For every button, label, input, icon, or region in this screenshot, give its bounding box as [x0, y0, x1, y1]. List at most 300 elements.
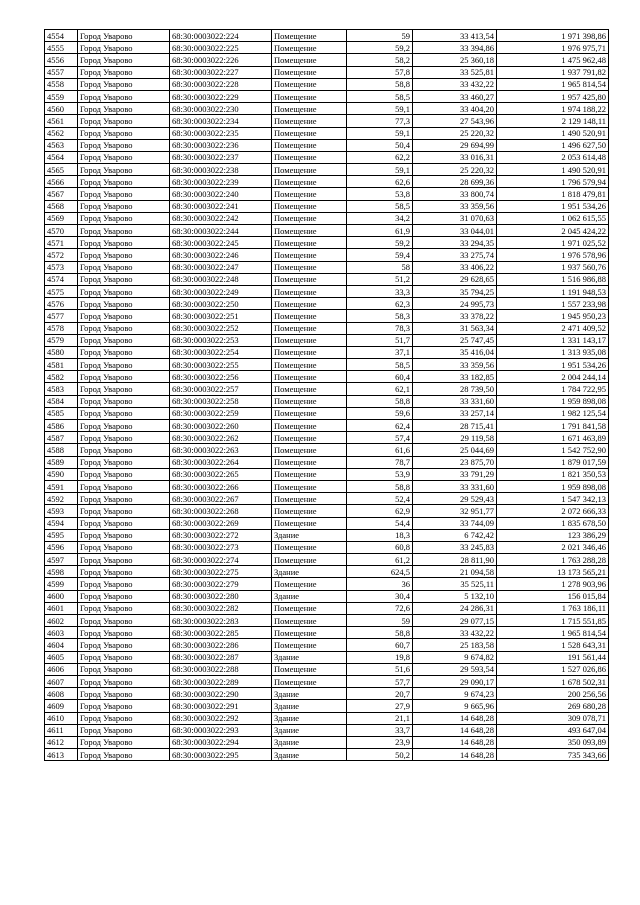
row-number-cell: 4561 [45, 115, 78, 127]
object-type-cell: Помещение [272, 505, 347, 517]
table-row [45, 78, 609, 90]
object-type-cell: Помещение [272, 139, 347, 151]
locality-cell: Город Уварово [78, 432, 170, 444]
row-number-cell: 4555 [45, 42, 78, 54]
cadastral-value-cell: 735 343,66 [497, 749, 609, 761]
row-number-cell: 4584 [45, 395, 78, 407]
unit-value-cell: 33 294,35 [413, 237, 497, 249]
unit-value-cell: 21 094,58 [413, 566, 497, 578]
unit-value-cell: 33 331,60 [413, 480, 497, 492]
unit-value-cell: 25 220,32 [413, 127, 497, 139]
table-row [45, 285, 609, 297]
object-type-cell: Здание [272, 529, 347, 541]
cadastral-value-cell: 350 093,89 [497, 736, 609, 748]
object-type-cell: Помещение [272, 493, 347, 505]
locality-cell: Город Уварово [78, 505, 170, 517]
table-row [45, 700, 609, 712]
area-cell: 77,3 [347, 115, 413, 127]
row-number-cell: 4560 [45, 103, 78, 115]
cadastral-value-cell: 2 021 346,46 [497, 541, 609, 553]
row-number-cell: 4582 [45, 371, 78, 383]
cadastral-number-cell: 68:30:0003022:253 [170, 334, 272, 346]
row-number-cell: 4558 [45, 78, 78, 90]
cadastral-number-cell: 68:30:0003022:264 [170, 456, 272, 468]
object-type-cell: Помещение [272, 66, 347, 78]
cadastral-value-cell: 1 475 962,48 [497, 54, 609, 66]
unit-value-cell: 28 699,36 [413, 176, 497, 188]
locality-cell: Город Уварово [78, 164, 170, 176]
object-type-cell: Помещение [272, 54, 347, 66]
cadastral-value-cell: 1 965 814,54 [497, 78, 609, 90]
area-cell: 33,3 [347, 285, 413, 297]
locality-cell: Город Уварово [78, 359, 170, 371]
object-type-cell: Здание [272, 566, 347, 578]
locality-cell: Город Уварово [78, 78, 170, 90]
table-row [45, 115, 609, 127]
object-type-cell: Помещение [272, 371, 347, 383]
unit-value-cell: 33 404,20 [413, 103, 497, 115]
row-number-cell: 4596 [45, 541, 78, 553]
cadastral-number-cell: 68:30:0003022:239 [170, 176, 272, 188]
cadastral-number-cell: 68:30:0003022:235 [170, 127, 272, 139]
area-cell: 72,6 [347, 602, 413, 614]
row-number-cell: 4611 [45, 724, 78, 736]
cadastral-number-cell: 68:30:0003022:283 [170, 615, 272, 627]
unit-value-cell: 29 529,43 [413, 493, 497, 505]
cadastral-value-cell: 1 791 841,58 [497, 420, 609, 432]
area-cell: 78,7 [347, 456, 413, 468]
area-cell: 58,5 [347, 90, 413, 102]
table-row [45, 615, 609, 627]
table-row [45, 273, 609, 285]
area-cell: 59,6 [347, 407, 413, 419]
area-cell: 61,9 [347, 225, 413, 237]
cadastral-value-cell: 1 331 143,17 [497, 334, 609, 346]
unit-value-cell: 33 016,31 [413, 151, 497, 163]
table-row [45, 261, 609, 273]
cadastral-value-cell: 1 796 579,94 [497, 176, 609, 188]
table-row [45, 176, 609, 188]
row-number-cell: 4577 [45, 310, 78, 322]
cadastral-number-cell: 68:30:0003022:254 [170, 346, 272, 358]
area-cell: 18,3 [347, 529, 413, 541]
row-number-cell: 4607 [45, 675, 78, 687]
table-row [45, 127, 609, 139]
table-row [45, 736, 609, 748]
object-type-cell: Помещение [272, 188, 347, 200]
cadastral-value-cell: 1 959 898,08 [497, 480, 609, 492]
unit-value-cell: 33 275,74 [413, 249, 497, 261]
cadastral-number-cell: 68:30:0003022:289 [170, 675, 272, 687]
cadastral-number-cell: 68:30:0003022:294 [170, 736, 272, 748]
object-type-cell: Помещение [272, 675, 347, 687]
locality-cell: Город Уварово [78, 103, 170, 115]
object-type-cell: Здание [272, 651, 347, 663]
table-row [45, 200, 609, 212]
area-cell: 59,2 [347, 42, 413, 54]
object-type-cell: Помещение [272, 200, 347, 212]
cadastral-value-cell: 1 542 752,90 [497, 444, 609, 456]
table-row [45, 724, 609, 736]
locality-cell: Город Уварово [78, 90, 170, 102]
cadastral-number-cell: 68:30:0003022:255 [170, 359, 272, 371]
row-number-cell: 4597 [45, 554, 78, 566]
area-cell: 624,5 [347, 566, 413, 578]
unit-value-cell: 23 875,70 [413, 456, 497, 468]
table-row [45, 151, 609, 163]
cadastral-number-cell: 68:30:0003022:251 [170, 310, 272, 322]
area-cell: 58,8 [347, 78, 413, 90]
table-row [45, 212, 609, 224]
table-row [45, 493, 609, 505]
cadastral-value-cell: 1 191 948,53 [497, 285, 609, 297]
row-number-cell: 4578 [45, 322, 78, 334]
unit-value-cell: 25 360,18 [413, 54, 497, 66]
unit-value-cell: 28 715,41 [413, 420, 497, 432]
table-row [45, 578, 609, 590]
object-type-cell: Здание [272, 736, 347, 748]
area-cell: 62,4 [347, 420, 413, 432]
cadastral-value-cell: 1 982 125,54 [497, 407, 609, 419]
unit-value-cell: 33 245,83 [413, 541, 497, 553]
table-row [45, 383, 609, 395]
locality-cell: Город Уварово [78, 127, 170, 139]
cadastral-value-cell: 1 879 017,59 [497, 456, 609, 468]
locality-cell: Город Уварово [78, 346, 170, 358]
unit-value-cell: 33 432,22 [413, 627, 497, 639]
cadastral-number-cell: 68:30:0003022:293 [170, 724, 272, 736]
unit-value-cell: 33 182,85 [413, 371, 497, 383]
table-row [45, 602, 609, 614]
cadastral-value-cell: 191 561,44 [497, 651, 609, 663]
area-cell: 50,4 [347, 139, 413, 151]
area-cell: 20,7 [347, 688, 413, 700]
table-row [45, 298, 609, 310]
cadastral-number-cell: 68:30:0003022:250 [170, 298, 272, 310]
cadastral-number-cell: 68:30:0003022:272 [170, 529, 272, 541]
object-type-cell: Помещение [272, 480, 347, 492]
locality-cell: Город Уварово [78, 261, 170, 273]
cadastral-number-cell: 68:30:0003022:282 [170, 602, 272, 614]
unit-value-cell: 14 648,28 [413, 749, 497, 761]
cadastral-number-cell: 68:30:0003022:242 [170, 212, 272, 224]
unit-value-cell: 33 257,14 [413, 407, 497, 419]
object-type-cell: Помещение [272, 90, 347, 102]
table-row [45, 663, 609, 675]
cadastral-value-cell: 13 173 565,21 [497, 566, 609, 578]
table-body [45, 30, 609, 761]
object-type-cell: Помещение [272, 359, 347, 371]
locality-cell: Город Уварово [78, 310, 170, 322]
area-cell: 33,7 [347, 724, 413, 736]
object-type-cell: Помещение [272, 541, 347, 553]
cadastral-number-cell: 68:30:0003022:241 [170, 200, 272, 212]
locality-cell: Город Уварово [78, 651, 170, 663]
object-type-cell: Помещение [272, 164, 347, 176]
cadastral-number-cell: 68:30:0003022:246 [170, 249, 272, 261]
table-row [45, 66, 609, 78]
cadastral-value-cell: 1 527 026,86 [497, 663, 609, 675]
unit-value-cell: 32 951,77 [413, 505, 497, 517]
area-cell: 54,4 [347, 517, 413, 529]
unit-value-cell: 9 674,23 [413, 688, 497, 700]
cadastral-value-cell: 1 516 986,88 [497, 273, 609, 285]
unit-value-cell: 14 648,28 [413, 724, 497, 736]
cadastral-value-cell: 309 078,71 [497, 712, 609, 724]
row-number-cell: 4603 [45, 627, 78, 639]
cadastral-number-cell: 68:30:0003022:285 [170, 627, 272, 639]
table-row [45, 54, 609, 66]
cadastral-number-cell: 68:30:0003022:234 [170, 115, 272, 127]
object-type-cell: Помещение [272, 517, 347, 529]
cadastral-value-cell: 123 386,29 [497, 529, 609, 541]
row-number-cell: 4565 [45, 164, 78, 176]
cadastral-value-cell: 2 471 409,52 [497, 322, 609, 334]
unit-value-cell: 14 648,28 [413, 712, 497, 724]
cadastral-number-cell: 68:30:0003022:240 [170, 188, 272, 200]
unit-value-cell: 33 413,54 [413, 30, 497, 42]
cadastral-number-cell: 68:30:0003022:280 [170, 590, 272, 602]
cadastral-number-cell: 68:30:0003022:227 [170, 66, 272, 78]
cadastral-number-cell: 68:30:0003022:225 [170, 42, 272, 54]
row-number-cell: 4556 [45, 54, 78, 66]
table-row [45, 627, 609, 639]
object-type-cell: Помещение [272, 127, 347, 139]
locality-cell: Город Уварово [78, 590, 170, 602]
cadastral-value-cell: 200 256,56 [497, 688, 609, 700]
cadastral-number-cell: 68:30:0003022:269 [170, 517, 272, 529]
locality-cell: Город Уварово [78, 285, 170, 297]
cadastral-number-cell: 68:30:0003022:286 [170, 639, 272, 651]
row-number-cell: 4600 [45, 590, 78, 602]
cadastral-number-cell: 68:30:0003022:287 [170, 651, 272, 663]
cadastral-number-cell: 68:30:0003022:252 [170, 322, 272, 334]
cadastral-value-cell: 1 945 950,23 [497, 310, 609, 322]
locality-cell: Город Уварово [78, 578, 170, 590]
locality-cell: Город Уварово [78, 712, 170, 724]
cadastral-number-cell: 68:30:0003022:248 [170, 273, 272, 285]
cadastral-value-cell: 156 015,84 [497, 590, 609, 602]
table-row [45, 639, 609, 651]
area-cell: 51,7 [347, 334, 413, 346]
row-number-cell: 4562 [45, 127, 78, 139]
row-number-cell: 4609 [45, 700, 78, 712]
row-number-cell: 4567 [45, 188, 78, 200]
object-type-cell: Помещение [272, 212, 347, 224]
area-cell: 60,8 [347, 541, 413, 553]
locality-cell: Город Уварово [78, 566, 170, 578]
cadastral-number-cell: 68:30:0003022:229 [170, 90, 272, 102]
area-cell: 52,4 [347, 493, 413, 505]
cadastral-value-cell: 1 547 342,13 [497, 493, 609, 505]
locality-cell: Город Уварово [78, 54, 170, 66]
object-type-cell: Помещение [272, 383, 347, 395]
row-number-cell: 4559 [45, 90, 78, 102]
unit-value-cell: 33 432,22 [413, 78, 497, 90]
unit-value-cell: 9 665,96 [413, 700, 497, 712]
unit-value-cell: 33 800,74 [413, 188, 497, 200]
table-row [45, 346, 609, 358]
unit-value-cell: 33 359,56 [413, 359, 497, 371]
unit-value-cell: 33 394,86 [413, 42, 497, 54]
unit-value-cell: 33 744,09 [413, 517, 497, 529]
cadastral-number-cell: 68:30:0003022:263 [170, 444, 272, 456]
table-row [45, 371, 609, 383]
object-type-cell: Помещение [272, 602, 347, 614]
table-row [45, 566, 609, 578]
row-number-cell: 4598 [45, 566, 78, 578]
table-row [45, 688, 609, 700]
cadastral-number-cell: 68:30:0003022:237 [170, 151, 272, 163]
unit-value-cell: 33 406,22 [413, 261, 497, 273]
cadastral-number-cell: 68:30:0003022:288 [170, 663, 272, 675]
table-row [45, 432, 609, 444]
row-number-cell: 4575 [45, 285, 78, 297]
row-number-cell: 4566 [45, 176, 78, 188]
unit-value-cell: 35 525,11 [413, 578, 497, 590]
cadastral-value-cell: 1 062 615,55 [497, 212, 609, 224]
row-number-cell: 4574 [45, 273, 78, 285]
object-type-cell: Помещение [272, 346, 347, 358]
locality-cell: Город Уварово [78, 237, 170, 249]
locality-cell: Город Уварово [78, 468, 170, 480]
object-type-cell: Помещение [272, 225, 347, 237]
cadastral-number-cell: 68:30:0003022:262 [170, 432, 272, 444]
cadastral-value-cell: 1 937 791,82 [497, 66, 609, 78]
object-type-cell: Помещение [272, 115, 347, 127]
object-type-cell: Помещение [272, 30, 347, 42]
unit-value-cell: 14 648,28 [413, 736, 497, 748]
cadastral-number-cell: 68:30:0003022:224 [170, 30, 272, 42]
row-number-cell: 4599 [45, 578, 78, 590]
cadastral-number-cell: 68:30:0003022:266 [170, 480, 272, 492]
area-cell: 50,2 [347, 749, 413, 761]
cadastral-number-cell: 68:30:0003022:292 [170, 712, 272, 724]
object-type-cell: Помещение [272, 627, 347, 639]
table-row [45, 480, 609, 492]
cadastral-number-cell: 68:30:0003022:295 [170, 749, 272, 761]
table-row [45, 529, 609, 541]
locality-cell: Город Уварово [78, 493, 170, 505]
cadastral-value-cell: 1 490 520,91 [497, 164, 609, 176]
row-number-cell: 4568 [45, 200, 78, 212]
row-number-cell: 4570 [45, 225, 78, 237]
row-number-cell: 4564 [45, 151, 78, 163]
row-number-cell: 4579 [45, 334, 78, 346]
object-type-cell: Здание [272, 749, 347, 761]
row-number-cell: 4571 [45, 237, 78, 249]
object-type-cell: Здание [272, 590, 347, 602]
object-type-cell: Помещение [272, 420, 347, 432]
row-number-cell: 4605 [45, 651, 78, 663]
unit-value-cell: 29 119,58 [413, 432, 497, 444]
table-row [45, 359, 609, 371]
area-cell: 21,1 [347, 712, 413, 724]
locality-cell: Город Уварово [78, 407, 170, 419]
cadastral-value-cell: 1 490 520,91 [497, 127, 609, 139]
row-number-cell: 4595 [45, 529, 78, 541]
row-number-cell: 4601 [45, 602, 78, 614]
locality-cell: Город Уварово [78, 615, 170, 627]
area-cell: 58 [347, 261, 413, 273]
cadastral-number-cell: 68:30:0003022:259 [170, 407, 272, 419]
area-cell: 58,8 [347, 627, 413, 639]
cadastral-value-cell: 1 671 463,89 [497, 432, 609, 444]
cadastral-value-cell: 1 496 627,50 [497, 139, 609, 151]
cadastral-number-cell: 68:30:0003022:257 [170, 383, 272, 395]
object-type-cell: Помещение [272, 456, 347, 468]
object-type-cell: Помещение [272, 151, 347, 163]
table-row [45, 249, 609, 261]
cadastral-value-cell: 1 937 560,76 [497, 261, 609, 273]
locality-cell: Город Уварово [78, 736, 170, 748]
cadastral-number-cell: 68:30:0003022:238 [170, 164, 272, 176]
cadastral-value-cell: 1 957 425,80 [497, 90, 609, 102]
cadastral-value-cell: 1 971 398,86 [497, 30, 609, 42]
locality-cell: Город Уварово [78, 371, 170, 383]
row-number-cell: 4586 [45, 420, 78, 432]
object-type-cell: Помещение [272, 78, 347, 90]
table-row [45, 407, 609, 419]
row-number-cell: 4583 [45, 383, 78, 395]
cadastral-value-cell: 1 313 935,08 [497, 346, 609, 358]
cadastral-number-cell: 68:30:0003022:236 [170, 139, 272, 151]
locality-cell: Город Уварово [78, 273, 170, 285]
row-number-cell: 4572 [45, 249, 78, 261]
locality-cell: Город Уварово [78, 700, 170, 712]
unit-value-cell: 29 628,65 [413, 273, 497, 285]
cadastral-value-cell: 1 715 551,85 [497, 615, 609, 627]
table-row [45, 90, 609, 102]
area-cell: 58,5 [347, 200, 413, 212]
row-number-cell: 4588 [45, 444, 78, 456]
row-number-cell: 4576 [45, 298, 78, 310]
cadastral-number-cell: 68:30:0003022:291 [170, 700, 272, 712]
cadastral-number-cell: 68:30:0003022:290 [170, 688, 272, 700]
object-type-cell: Помещение [272, 395, 347, 407]
cadastral-value-cell: 2 072 666,33 [497, 505, 609, 517]
object-type-cell: Помещение [272, 42, 347, 54]
area-cell: 62,3 [347, 298, 413, 310]
object-type-cell: Помещение [272, 298, 347, 310]
object-type-cell: Помещение [272, 249, 347, 261]
table-row [45, 42, 609, 54]
unit-value-cell: 29 077,15 [413, 615, 497, 627]
cadastral-value-cell: 1 976 975,71 [497, 42, 609, 54]
object-type-cell: Помещение [272, 407, 347, 419]
unit-value-cell: 33 359,56 [413, 200, 497, 212]
table-row [45, 675, 609, 687]
locality-cell: Город Уварово [78, 444, 170, 456]
area-cell: 58,2 [347, 54, 413, 66]
locality-cell: Город Уварово [78, 151, 170, 163]
object-type-cell: Помещение [272, 554, 347, 566]
object-type-cell: Помещение [272, 639, 347, 651]
unit-value-cell: 28 739,50 [413, 383, 497, 395]
cadastral-value-cell: 1 965 814,54 [497, 627, 609, 639]
unit-value-cell: 24 286,31 [413, 602, 497, 614]
area-cell: 62,6 [347, 176, 413, 188]
table-row [45, 651, 609, 663]
unit-value-cell: 25 044,69 [413, 444, 497, 456]
cadastral-value-cell: 1 278 903,96 [497, 578, 609, 590]
cadastral-value-cell: 1 835 678,50 [497, 517, 609, 529]
cadastral-number-cell: 68:30:0003022:244 [170, 225, 272, 237]
object-type-cell: Помещение [272, 103, 347, 115]
locality-cell: Город Уварово [78, 517, 170, 529]
locality-cell: Город Уварово [78, 529, 170, 541]
object-type-cell: Помещение [272, 176, 347, 188]
